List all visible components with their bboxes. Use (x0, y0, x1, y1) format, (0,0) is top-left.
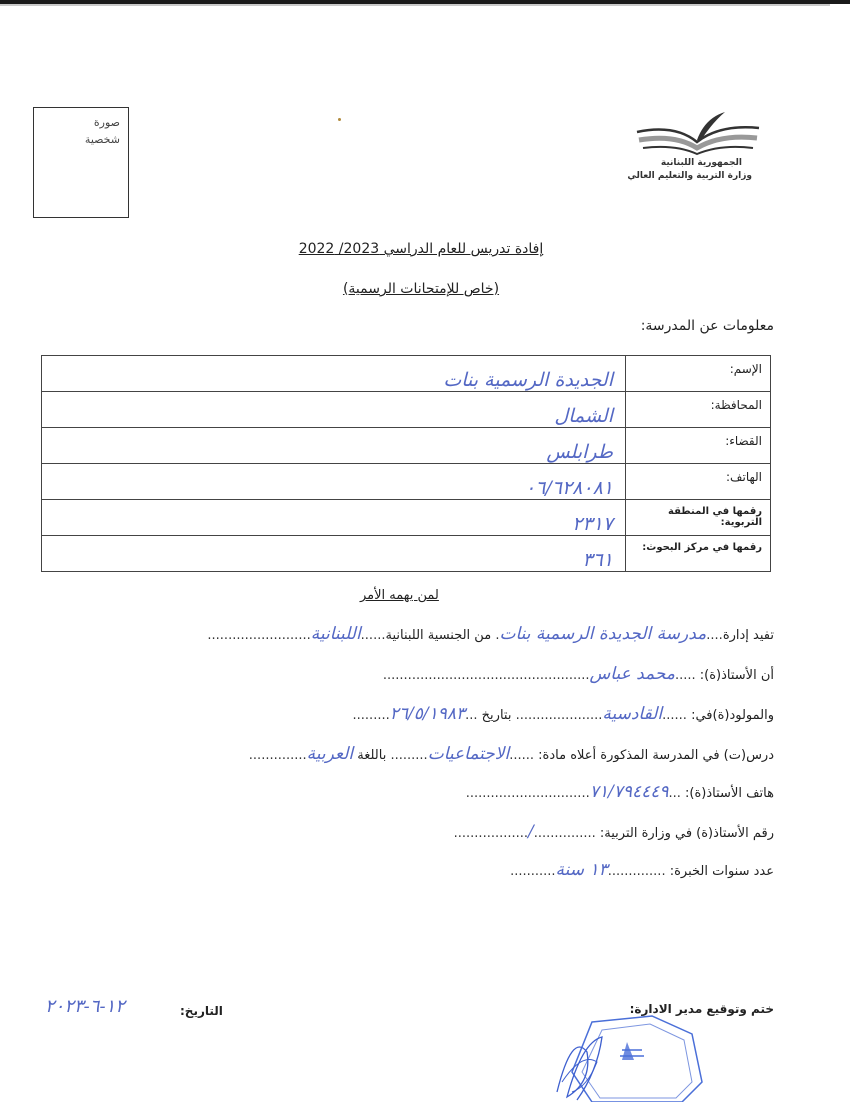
phone-value: ٠٦/٦٢٨٠٨١ (42, 464, 626, 500)
birthdate-handwritten: ٢٦/٥/١٩٨٣ (389, 704, 466, 724)
photo-label-line1: صورة (93, 116, 120, 129)
district-value: طرابلس (42, 428, 626, 464)
governorate-label: المحافظة: (626, 392, 771, 428)
school-stamp-and-signature (552, 1012, 712, 1106)
ministry-logo (627, 108, 770, 188)
table-row (42, 536, 771, 572)
teacher-phone-handwritten: ٧١/٧٩٤٤٤٩ (589, 782, 669, 802)
nationality-handwritten: اللبنانية (310, 624, 361, 644)
scan-speck (338, 118, 341, 121)
line1-mid: من الجنسية اللبنانية (385, 628, 492, 643)
certificate-line-birth: والمولود(ة)في: ......القادسية..................... بتاريخ ...٢٦/٥/١٩٨٣......... (352, 704, 774, 724)
school-name-handwritten: مدرسة الجديدة الرسمية بنات (499, 624, 707, 644)
teacher-name-handwritten: محمد عباس (589, 664, 675, 684)
ministry-number-handwritten: / (528, 822, 534, 842)
research-center-number-label: رقمها في مركز البحوث: (626, 536, 771, 572)
director-signature-label: ختم وتوقيع مدير الادارة: (629, 1002, 774, 1016)
certificate-line-teacher: أن الأستاذ(ة): .....محمد عباس.................................................. (382, 664, 774, 684)
table-row (42, 464, 771, 500)
certificate-line-experience: عدد سنوات الخبرة: ..............١٣ سنة........... (510, 860, 774, 880)
school-info-table (41, 355, 771, 572)
to-whom-it-may-concern-heading: لمن يهمه الأمر (360, 588, 439, 603)
certificate-line-teacher-phone: هاتف الأستاذ(ة): ...٧١/٧٩٤٤٤٩.............................. (465, 782, 774, 802)
school-stamp-icon (552, 1012, 712, 1102)
logo-line1: الجمهورية اللبنانية (660, 158, 742, 168)
language-handwritten: العربية (306, 744, 354, 764)
phone-label: الهاتف: (626, 464, 771, 500)
table-row (42, 428, 771, 464)
line6-prefix: رقم الأستاذ(ة) في وزارة التربية: (599, 826, 774, 841)
line7-prefix: عدد سنوات الخبرة: (669, 864, 774, 879)
photo-placeholder-box (33, 107, 129, 218)
photo-label (85, 114, 120, 148)
photo-label-line2: شخصية (84, 133, 120, 146)
document-subtitle: (خاص للإمتحانات الرسمية) (342, 281, 500, 297)
line3-mid: بتاريخ (481, 708, 512, 723)
certificate-line-subject: درس(ت) في المدرسة المذكورة أعلاه مادة: ......الاجتماعيات......... باللغة العربية.............. (248, 744, 774, 764)
research-center-number-value: ٣٦١ (42, 536, 626, 572)
line2-prefix: أن الأستاذ(ة): (699, 668, 774, 683)
district-label: القضاء: (626, 428, 771, 464)
open-book-quill-icon (635, 108, 765, 156)
school-name-value: الجديدة الرسمية بنات (42, 356, 626, 392)
line4-prefix: درس(ت) في المدرسة المذكورة أعلاه مادة: (538, 748, 774, 763)
experience-years-handwritten: ١٣ سنة (555, 860, 608, 880)
subject-handwritten: الاجتماعيات (427, 744, 510, 764)
educational-zone-number-label: رقمها في المنطقة التربوية: (626, 500, 771, 536)
table-row (42, 392, 771, 428)
line3-prefix: والمولود(ة)في: (691, 708, 774, 723)
logo-line2: وزارة التربية والتعليم العالي (627, 171, 752, 181)
governorate-value: الشمال (42, 392, 626, 428)
certificate-line-ministry-number: رقم الأستاذ(ة) في وزارة التربية: .............../.................. (453, 822, 774, 842)
line4-mid: باللغة (357, 748, 387, 763)
date-value-handwritten: ١٢-٦-٢٠٢٣ (45, 996, 125, 1017)
certificate-line-school: تفيد إدارة....مدرسة الجديدة الرسمية بنات. من الجنسية اللبنانية......اللبنانية......................... (207, 624, 774, 644)
line1-prefix: تفيد إدارة (722, 628, 774, 643)
school-info-label: معلومات عن المدرسة: (640, 318, 774, 334)
educational-zone-number-value: ٢٣١٧ (42, 500, 626, 536)
table-row (42, 356, 771, 392)
line5-prefix: هاتف الأستاذ(ة): (685, 786, 774, 801)
birthplace-handwritten: القادسية (602, 704, 663, 724)
document-title: إفادة تدريس للعام الدراسي 2023/ 2022 (298, 241, 544, 257)
school-name-label: الإسم: (626, 356, 771, 392)
scan-edge-shadow (0, 4, 830, 6)
table-row (42, 500, 771, 536)
date-label: التاريخ: (180, 1004, 223, 1018)
